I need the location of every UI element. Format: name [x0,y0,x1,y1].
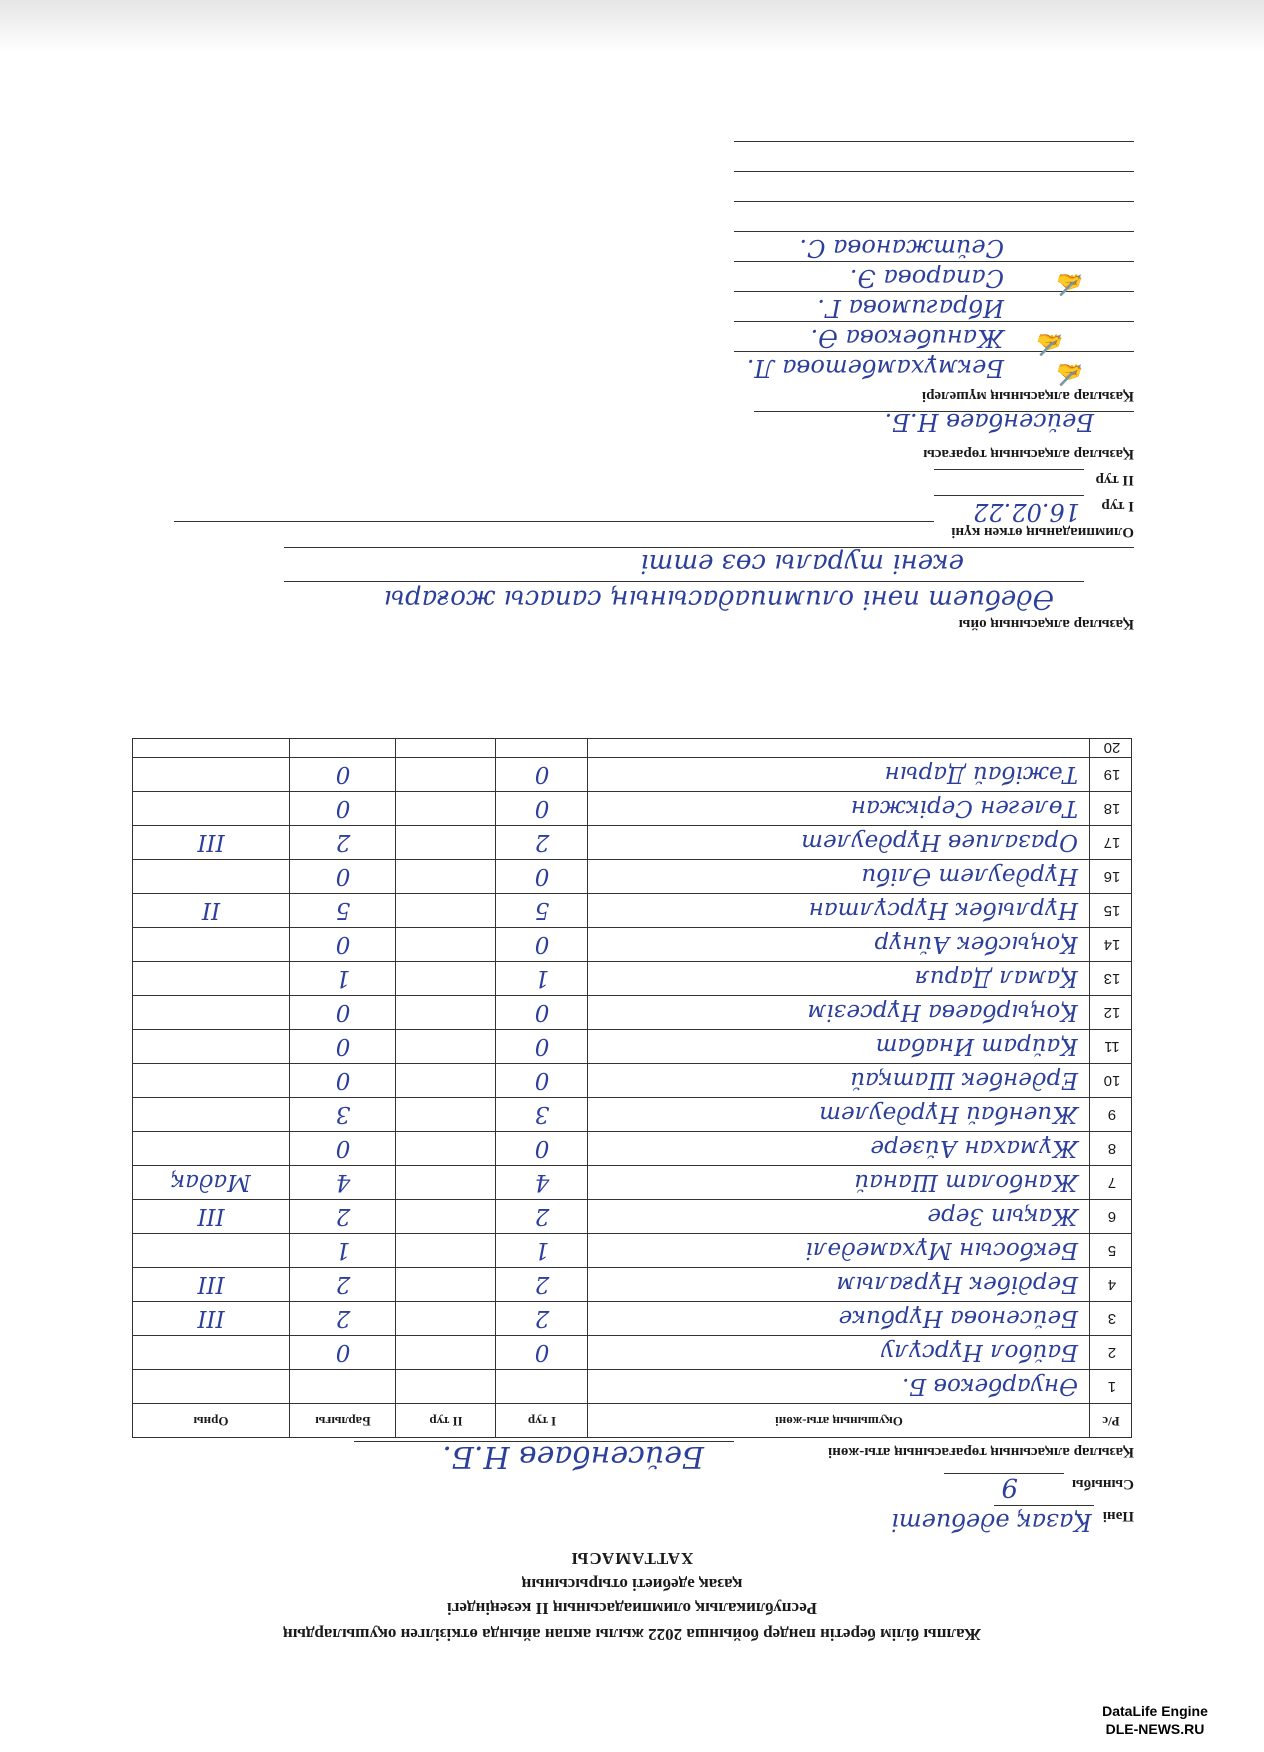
student-name: Әнуарбеков Б. [902,1373,1078,1399]
table-row [132,1165,1132,1200]
table-row [132,1267,1132,1302]
student-name: Оразалиев Нұрдәулет [801,829,1078,855]
row-number: 8 [1107,1140,1117,1157]
tour1-score: 0 [534,795,550,821]
member-name: Сейтжанова С. [799,234,1004,262]
row-number: 1 [1107,1378,1117,1395]
tour1-score: 0 [534,1067,550,1093]
tour1-score: 0 [534,1135,550,1161]
jury-members-label: Қазылар алқасының мүшелері [921,388,1134,404]
member-signature-icon: ✍ [1036,331,1064,356]
total-score: 0 [335,999,351,1025]
student-name: Бердібек Нұрғалым [836,1271,1078,1297]
place [132,1131,290,1165]
place [132,1335,290,1369]
tour1-date: 16.02.22 [973,498,1080,526]
tour1-score: 0 [534,863,550,889]
table-row [132,791,1132,826]
student-name: Бейсенова Нұрбике [838,1305,1078,1331]
table-row [132,737,1132,758]
table-header-row [132,1404,1132,1438]
total-score: 2 [335,829,351,855]
jury-opinion-line-2: екені туралы сөз етті [640,548,964,578]
chair-footer-name: Бейсенбаев Н.Б. [884,408,1094,436]
tour1-score: 2 [534,829,550,855]
place [132,961,290,995]
tour1-score: 0 [534,761,550,787]
student-name: Жиенбай Нұрдәулет [819,1101,1078,1127]
student-name: Бекбосын Мұхамедәлі [805,1237,1078,1263]
table-row [132,1131,1132,1166]
subject-underline [994,1505,1094,1506]
row-number: 11 [1104,1038,1120,1055]
jury-opinion-label: Қазылар алқасының ойы [958,616,1134,632]
col-header-index: Р/с [1102,1414,1120,1429]
member-name: Ибрагимова Г. [817,294,1004,322]
tour1-score: 5 [534,897,550,923]
place [132,757,290,791]
row-number: 4 [1107,1276,1117,1293]
row-number: 16 [1103,868,1121,885]
student-name: Қоңырбаева Нұрсезім [807,999,1078,1025]
tour1-score: 0 [534,999,550,1025]
place [132,1233,290,1267]
table-row [132,1233,1132,1268]
place [132,791,290,825]
tour1-score: 1 [534,965,550,991]
tour1-score: 2 [534,1305,550,1331]
place: III [197,1271,225,1297]
table-row [132,1301,1132,1336]
table-row [132,825,1132,860]
place [132,1029,290,1063]
row-number: 15 [1103,902,1121,919]
header-line-2: Республикалық олимпиадасының II кезеңіндегі [447,1599,817,1618]
col-header-total: Барлығы [315,1414,371,1429]
total-score: 1 [335,1237,351,1263]
place: II [201,897,221,923]
total-score: 2 [335,1271,351,1297]
header-line-3: қазақ әдебиеті отырысының [521,1575,743,1594]
row-number: 17 [1103,834,1121,851]
student-name: Төлеген Серікжан [850,795,1078,821]
total-score: 0 [335,931,351,957]
total-score: 0 [335,863,351,889]
grade-label: Сыныбы [1071,1476,1134,1492]
tour2-label: II тур [1095,472,1134,488]
place: III [197,1305,225,1331]
student-name: Ерденбек Шатқай [850,1067,1078,1093]
place [132,1063,290,1097]
member-line [734,201,1134,202]
table-row [132,859,1132,894]
subject-label: Пәні [1102,1508,1134,1524]
place: III [197,1203,225,1229]
place [132,1369,290,1403]
member-line [734,141,1134,142]
member-name: Сапарова Э. [849,264,1004,292]
total-score: 5 [335,897,351,923]
place: III [197,829,225,855]
tour1-score: 2 [534,1271,550,1297]
student-name: Қайрат Инабат [875,1033,1078,1059]
total-score: 2 [335,1203,351,1229]
place: Мадақ [171,1169,251,1195]
student-name: Қоңысбек Айнұр [874,931,1078,957]
place [132,927,290,961]
subject-value: Қазақ әдебиеті [891,1508,1092,1536]
row-number: 2 [1107,1344,1117,1361]
date-underline [174,521,934,522]
place [132,1097,290,1131]
row-number: 18 [1103,800,1121,817]
row-number: 19 [1103,766,1121,783]
chair-value: Бейсенбаев Н.Б. [442,1439,704,1474]
row-number: 20 [1103,739,1121,756]
tour1-underline [934,495,1084,496]
tour1-score: 2 [534,1203,550,1229]
member-name: Бекмұхамбетова Л. [746,354,1004,382]
student-name: Нұрлыбек Нұрсұлтан [808,897,1078,923]
member-line [734,171,1134,172]
tour1-score: 0 [534,1339,550,1365]
table-row [132,995,1132,1030]
student-name: Тәжібай Дарын [884,761,1078,787]
total-score: 4 [335,1169,351,1195]
protocol-title: ХАТТАМАСЫ [570,1549,694,1568]
member-line [734,231,1134,232]
row-number: 9 [1107,1106,1117,1123]
chair-label: Қазылар алқасының төрағасының аты-жөні [828,1444,1134,1460]
watermark [1060,1702,1250,1738]
header-line-1: Жалпы білім беретін пәндер бойынша 2022 жылы акпан айында өткізілген оқушылардың [282,1625,982,1644]
student-name: Нұрдәулет Әліби [861,863,1078,889]
tour1-score: 4 [534,1169,550,1195]
jury-opinion-line-1: Әдебиет пәні олимпиадасының сапасы жоғары [383,584,1054,614]
table-row [132,757,1132,792]
table-row [132,1063,1132,1098]
opinion-underline-1 [284,581,1084,582]
row-number: 13 [1103,970,1121,987]
col-header-tour2: II тур [429,1414,463,1429]
table-row [132,1369,1132,1404]
student-name: Жанболат Шанай [854,1169,1078,1195]
tour1-score [496,1369,588,1403]
total-score: 0 [335,795,351,821]
row-number: 7 [1107,1174,1117,1191]
chair-footer-label: Қазылар алқасының төрағасы [923,446,1134,462]
student-name: Жақып Зере [927,1203,1078,1229]
tour1-score: 1 [534,1237,550,1263]
grade-value: 9 [1001,1472,1018,1502]
place [132,995,290,1029]
row-number: 6 [1107,1208,1117,1225]
total-score: 0 [335,1135,351,1161]
watermark-line-1: DataLife Engine [1102,1703,1208,1719]
total-score: 2 [335,1305,351,1331]
total-score: 0 [335,1033,351,1059]
tour1-label: I тур [1101,498,1134,514]
table-row [132,1335,1132,1370]
chair-footer-underline [754,411,1134,412]
student-name: Қамал Дария [914,965,1078,991]
total-score: 1 [335,965,351,991]
row-number: 3 [1107,1310,1117,1327]
total-score: 0 [335,761,351,787]
table-row [132,893,1132,928]
table-row [132,961,1132,996]
student-name: Жұмахан Айзере [870,1135,1078,1161]
tour2-underline [934,469,1084,470]
total-score: 0 [335,1339,351,1365]
member-name: Жанибекова Ә. [810,324,1004,352]
row-number: 10 [1103,1072,1121,1089]
row-number: 14 [1103,936,1121,953]
table-row [132,1199,1132,1234]
total-score: 0 [335,1067,351,1093]
tour1-score: 0 [534,931,550,957]
scan-edge-shadow [0,0,1264,52]
total-score: 3 [335,1101,351,1127]
results-table [132,738,1132,1438]
total-score [290,1369,396,1403]
student-name: Байбол Нұрсұлу [880,1339,1078,1365]
table-row [132,1029,1132,1064]
table-row [132,1097,1132,1132]
member-signature-icon: ✍ [1056,361,1084,386]
row-number: 5 [1107,1242,1117,1259]
olympiad-date-label: Олимпиаданың өткен күні [951,524,1134,540]
table-row [132,927,1132,962]
col-header-tour1: I тур [527,1414,557,1429]
row-number: 12 [1103,1004,1121,1021]
col-header-name: Оқушының аты-жөні [775,1414,903,1429]
tour1-score: 3 [534,1101,550,1127]
watermark-line-2: DLE-NEWS.RU [1105,1721,1205,1737]
place [132,859,290,893]
tour1-score: 0 [534,1033,550,1059]
col-header-place: Орны [193,1414,229,1429]
member-signature-icon: ✍ [1056,271,1084,296]
